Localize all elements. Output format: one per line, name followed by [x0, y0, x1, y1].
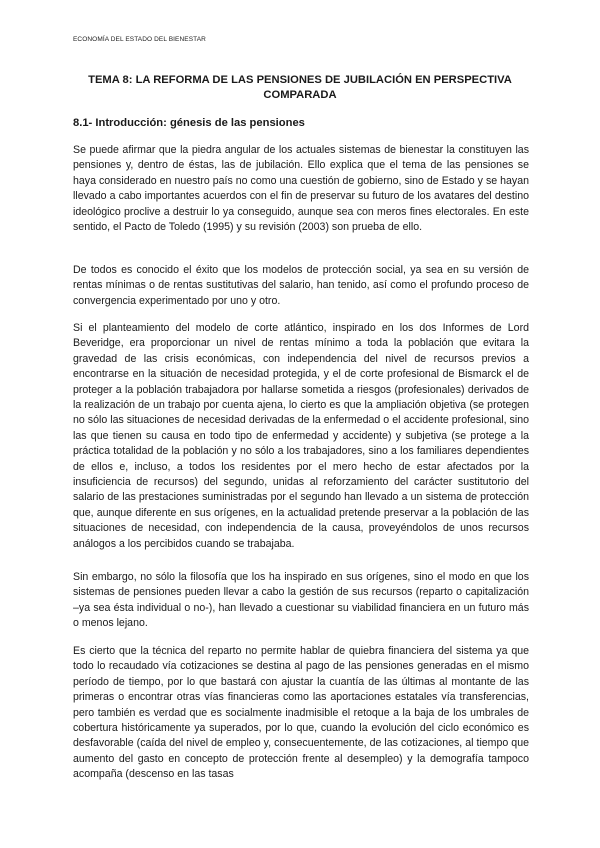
paragraph: Se puede afirmar que la piedra angular de los actuales sistemas de bienestar la constituyen las pensiones y, dentro de éstas, las de jubilación. Ello explica que el tema de las pensiones se haya considerado en nuestro país no como una cuestión de gobierno, sino de Estado y se hayan llevado a cabo importantes acuerdos con el fin de preservar su futuro de los avatares del destino ideológico proclive a destruir lo ya conseguido, aunque sea con meros fines electorales. En este sentido, el Pacto de Toledo (1995) y su revisión (2003) son prueba de ello.	[73, 144, 529, 234]
paragraph: Sin embargo, no sólo la filosofía que los ha inspirado en sus orígenes, sino el modo en que los sistemas de pensiones pueden llevar a cabo la gestión de sus recursos (reparto o capitalización –ya sea ésta individual o no-), han llevado a cuestionar su viabilidad financiera en un futuro más o menos lejano.	[73, 571, 529, 630]
paragraph: Si el planteamiento del modelo de corte atlántico, inspirado en los dos Informes de Lord Beveridge, era proporcionar un nivel de rentas mínimo a toda la población que evitara la gravedad de las crisis económicas, con independencia del nivel de recursos previos a encontrarse en la situación de necesidad protegida, y el de corte profesional de Bismarck el de proteger a la población trabajadora por hallarse sometida a riesgos (profesionales) derivados de la realización de un trabajo por cuenta ajena, lo cierto es que la ampliación objetiva (se protegen no sólo las situaciones de necesidad derivadas de la enfermedad o el accidente profesional, sino las que tienen su causa en todo tipo de enfermedad y accidente) y subjetiva (se protege a la práctica totalidad de la población y no sólo a los trabajadores, sino a los familiares dependientes de ellos e, incluso, a todos los residentes por el mero hecho de estar afectados por la insuficiencia de recursos) del segundo, unidas al reforzamiento del carácter sustitutorio del salario de las prestaciones suministradas por el segundo han llevado a un sistema de protección que, aunque diferente en sus orígenes, en la actualidad pretende preservar a la población de las situaciones de necesidad, con independencia de la causa, proveyéndolos de unos recursos análogos a los percibidos cuando se trabajaba.	[73, 322, 529, 550]
running-header: ECONOMÍA DEL ESTADO DEL BIENESTAR	[73, 36, 206, 43]
chapter-title: TEMA 8: LA REFORMA DE LAS PENSIONES DE JUBILACIÓN EN PERSPECTIVA COMPARADA	[88, 74, 512, 101]
paragraph: De todos es conocido el éxito que los modelos de protección social, ya sea en su versión de rentas mínimas o de rentas sustitutivas del salario, han tenido, así como el profundo proceso de convergencia experimentado por uno y otro.	[73, 264, 529, 307]
section-heading: 8.1- Introducción: génesis de las pensiones	[73, 117, 305, 129]
paragraph: Es cierto que la técnica del reparto no permite hablar de quiebra financiera del sistema ya que todo lo recaudado vía cotizaciones se destina al pago de las pensiones generadas en el mismo período de tiempo, por lo que bastará con ajustar la cuantía de las últimas al montante de las primeras o encontrar otras vías financieras como las aportaciones estatales vía transferencias, pero también es verdad que es socialmente inadmisible el retoque a la baja de los umbrales de cobertura históricamente ya superados, por lo que, cuando la evolución del ciclo económico es desfavorable (caída del nivel de empleo y, consecuentemente, de las cotizaciones, al tiempo que aumento del gasto en concepto de protección frente al desempleo) y la demografía tampoco acompaña (descenso en las tasas	[73, 645, 529, 781]
